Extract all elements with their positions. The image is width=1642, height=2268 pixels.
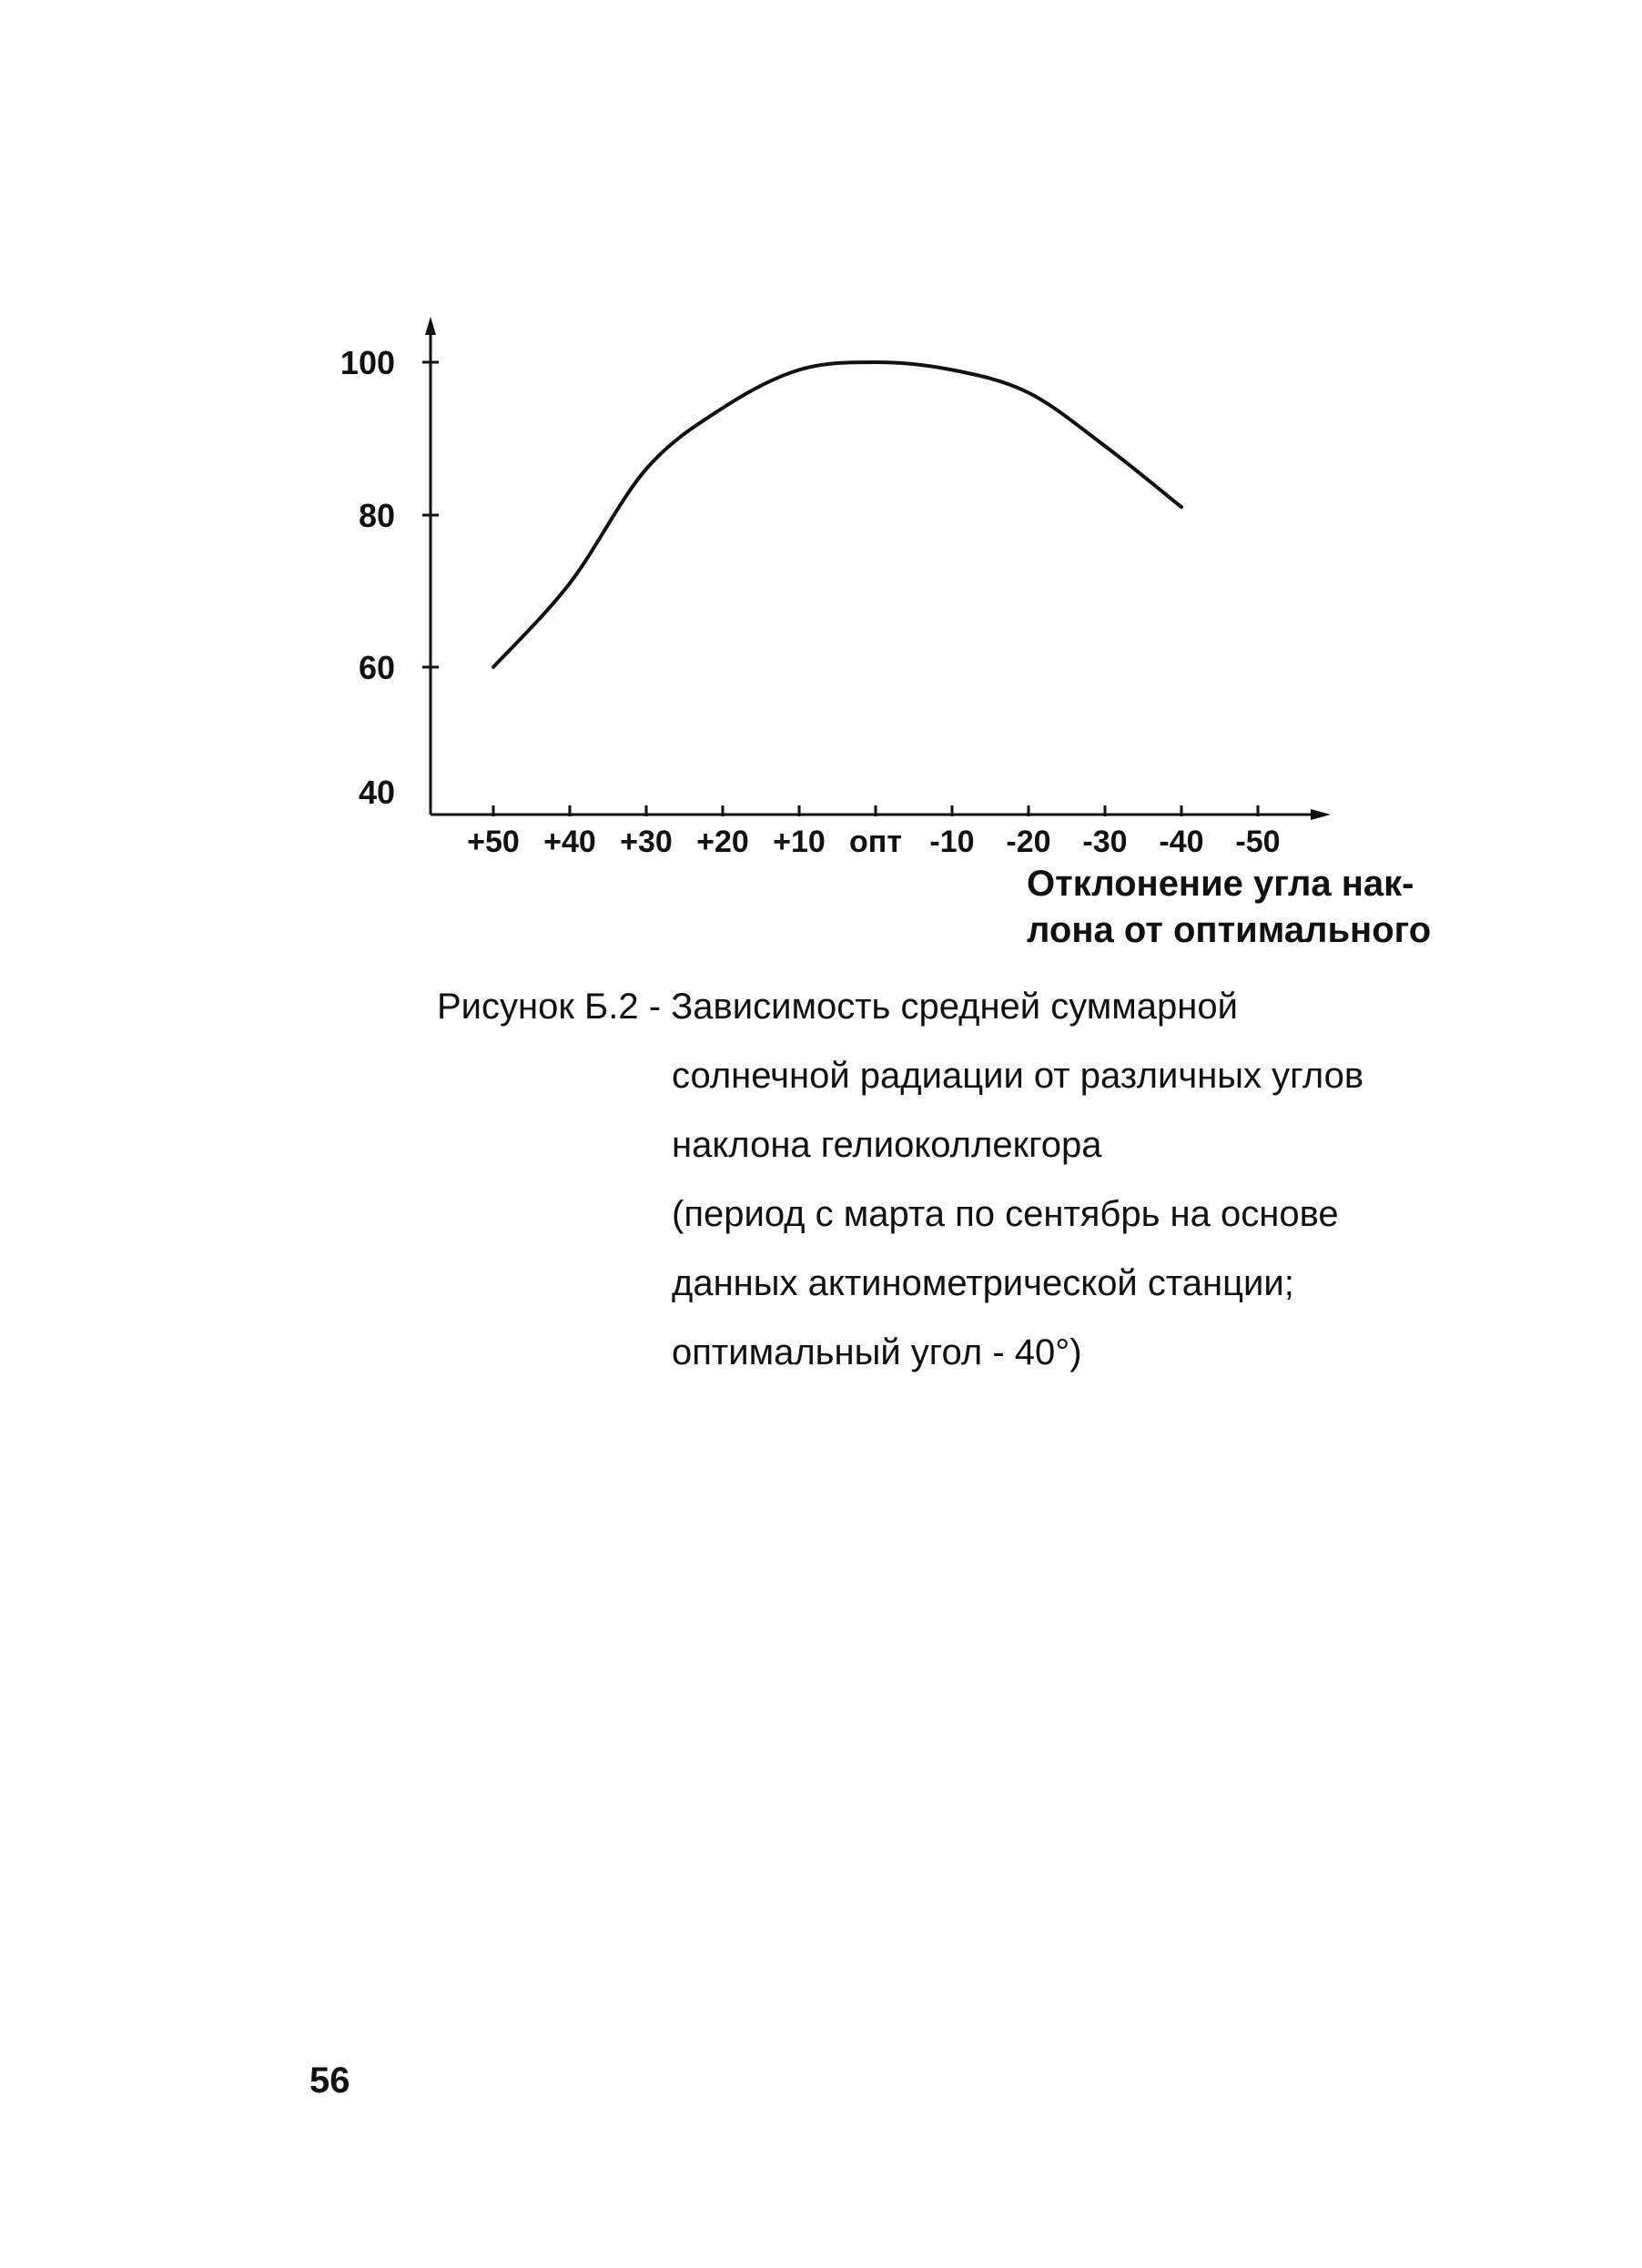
y-tick-label: 40 — [358, 774, 395, 811]
data-point — [1181, 507, 1182, 508]
caption-line-2: солнечной радиации от различных углов — [672, 1056, 1364, 1096]
data-point — [570, 582, 571, 583]
chart-axes — [422, 317, 1331, 820]
x-axis-label-line-2: лона от оптимального — [1027, 910, 1432, 950]
figure-caption — [437, 972, 1438, 1387]
caption-line-1: Рисунок Б.2 - Зависимость средней суммарной — [437, 987, 1238, 1027]
y-tick-label: 80 — [358, 497, 395, 534]
data-point — [723, 408, 724, 409]
x-tick-label: +50 — [467, 825, 520, 859]
data-point — [493, 667, 494, 668]
page-number: 56 — [309, 2060, 350, 2101]
data-point — [1105, 446, 1106, 447]
x-axis-label-line-1: Отклонение угла нак- — [1027, 864, 1414, 904]
data-point — [876, 362, 877, 363]
caption-line-4: (период с марта по сентябрь на основе — [672, 1194, 1339, 1234]
series-line — [493, 362, 1181, 667]
x-tick-labels — [467, 825, 1280, 859]
data-point — [646, 469, 647, 470]
x-axis-arrow — [1311, 809, 1331, 820]
x-tick-label: опт — [849, 825, 902, 859]
y-tick-labels — [340, 344, 395, 811]
caption-line-3: наклона гелиоколлекгора — [672, 1125, 1102, 1165]
caption-line-6: оптимальный угол - 40°) — [672, 1332, 1082, 1372]
y-tick-label: 100 — [340, 344, 395, 381]
x-axis-label — [1027, 861, 1445, 954]
chart — [0, 0, 1642, 965]
x-tick-label: +40 — [543, 825, 596, 859]
x-tick-label: +20 — [696, 825, 749, 859]
x-tick-label: -20 — [1006, 825, 1051, 859]
x-tick-label: -40 — [1159, 825, 1204, 859]
x-tick-label: -10 — [929, 825, 975, 859]
series-group — [493, 362, 1182, 668]
x-tick-label: +30 — [620, 825, 673, 859]
y-axis-arrow — [425, 317, 436, 335]
y-tick-label: 60 — [358, 649, 395, 686]
x-tick-label: -30 — [1082, 825, 1128, 859]
caption-line-5: данных актинометрической станции; — [672, 1263, 1294, 1303]
x-tick-label: -50 — [1235, 825, 1281, 859]
x-tick-label: +10 — [773, 825, 826, 859]
